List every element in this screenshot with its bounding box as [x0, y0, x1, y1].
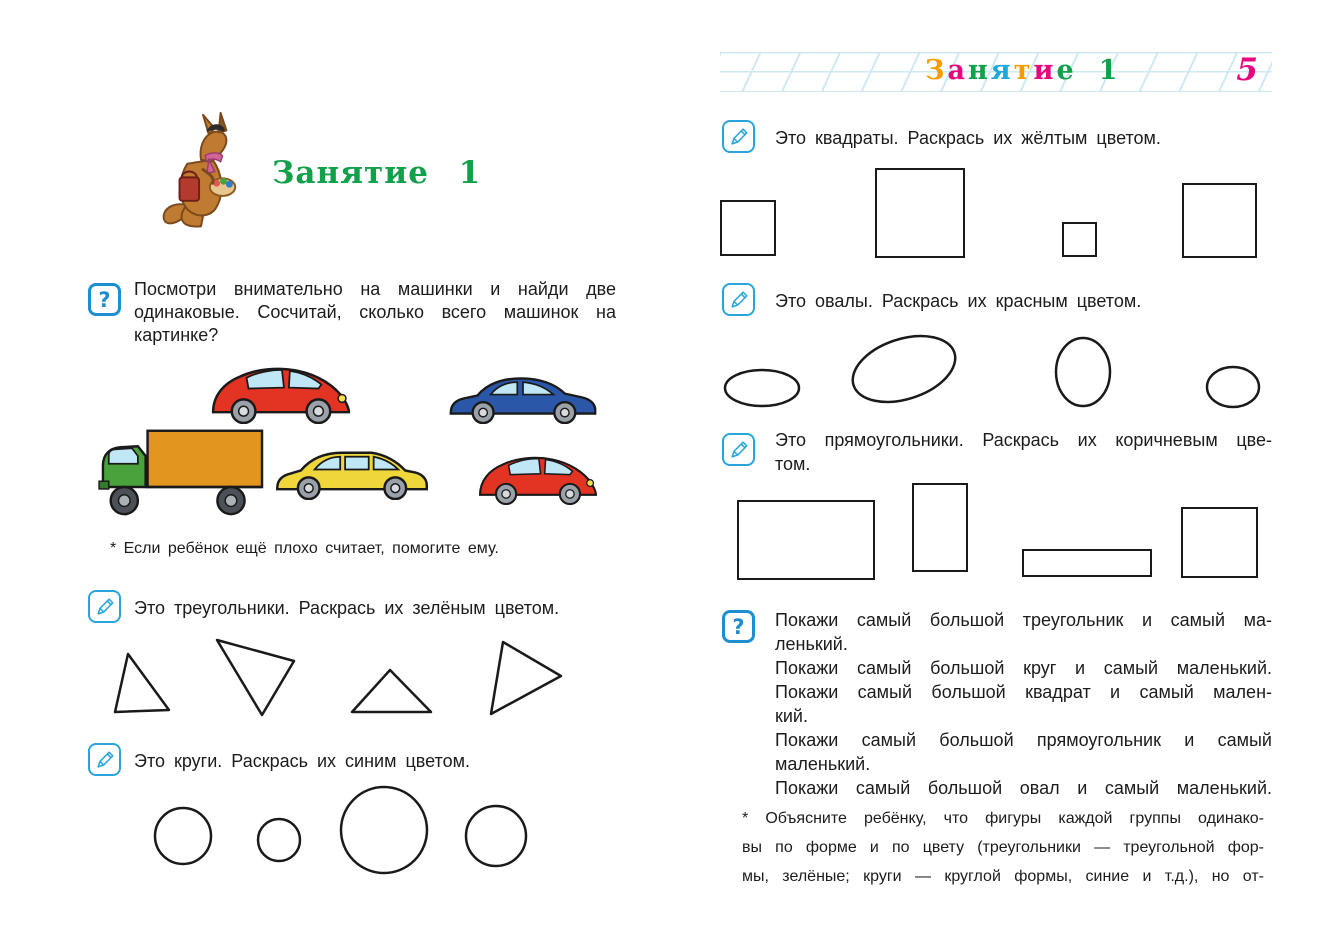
pencil-icon [88, 743, 121, 776]
oval-2 [844, 328, 963, 413]
left-footnote: * Если ребёнок ещё плохо считает, помогите ему. [110, 540, 499, 557]
right-footnote-line: вы по форме и по цвету (треугольники — треугольной фор- [742, 839, 1264, 856]
square-2 [875, 168, 965, 258]
triangles-row [95, 636, 615, 724]
cars-question-line: одинаковые. Сосчитай, сколько всего машинок на [134, 302, 616, 322]
car-red-small [475, 451, 601, 505]
pencil-icon [722, 283, 755, 316]
circles-row [95, 780, 615, 884]
kangaroo-illustration [158, 104, 246, 238]
page-number: 5 [1236, 52, 1258, 88]
question-icon [88, 283, 121, 316]
header-letter: а [947, 55, 968, 86]
pencil-icon [722, 120, 755, 153]
squares-row [720, 165, 1272, 261]
circle-4 [466, 806, 526, 866]
ovals-row [720, 328, 1272, 413]
question-icon [722, 610, 755, 643]
show-task-line: Покажи самый большой квадрат и самый мален- [775, 682, 1272, 702]
car-red-beetle [207, 361, 355, 424]
triangle-1 [115, 654, 169, 712]
rectangle-4 [1181, 507, 1258, 578]
cars-illustration [95, 355, 615, 537]
circle-2 [258, 819, 300, 861]
triangle-2 [217, 640, 294, 715]
rectangles-row [720, 480, 1272, 582]
cars-question-line: Посмотри внимательно на машинки и найди две [134, 279, 616, 299]
triangle-4 [491, 642, 561, 714]
car-yellow-wagon [273, 439, 431, 500]
rectangle-2 [912, 483, 968, 572]
circles-task-text: Это круги. Раскрась их синим цветом. [134, 751, 470, 771]
show-task-line: Покажи самый большой треугольник и самый ма- [775, 610, 1272, 630]
right-footnote [742, 804, 1264, 891]
rectangles-task-line: Это прямоугольники. Раскрась их коричневым цве- [775, 430, 1272, 450]
question-glyph: ? [732, 614, 745, 639]
squares-task-text: Это квадраты. Раскрась их жёлтым цветом. [775, 128, 1161, 148]
right-footnote-line: мы, зелёные; круги — круглой формы, синие и т.д.), но от- [742, 868, 1264, 885]
header-lesson-title [925, 55, 1120, 86]
header-letter: З [925, 55, 948, 86]
header-letter: и [1033, 55, 1057, 86]
rectangle-1 [737, 500, 875, 580]
show-task-line: кий. [775, 706, 808, 726]
lesson-title: Занятие 1 [272, 155, 482, 191]
cars-question-line: картинке? [134, 325, 219, 345]
header-letter: е [1056, 55, 1077, 86]
rectangles-task-text [775, 428, 1272, 476]
oval-4 [1207, 367, 1259, 407]
header-letter: 1 [1098, 55, 1121, 86]
car-blue-sedan [447, 367, 599, 424]
rectangle-3 [1022, 549, 1152, 577]
triangle-3 [352, 670, 431, 712]
show-task-line: Покажи самый большой круг и самый маленький. [775, 658, 1272, 678]
show-task-line: Покажи самый большой овал и самый маленький. [775, 778, 1272, 798]
question-glyph: ? [98, 287, 111, 312]
cars-question-text [134, 278, 616, 347]
circle-3 [341, 787, 427, 873]
show-task-line: ленький. [775, 634, 848, 654]
show-task-text [775, 608, 1272, 800]
circle-1 [155, 808, 211, 864]
rectangles-task-line: том. [775, 454, 811, 474]
truck [97, 423, 267, 520]
triangles-task-text: Это треугольники. Раскрась их зелёным цветом. [134, 598, 560, 618]
show-task-line: Покажи самый большой прямоугольник и самый [775, 730, 1272, 750]
header-band [720, 52, 1272, 92]
show-task-line: маленький. [775, 754, 871, 774]
pencil-icon [88, 590, 121, 623]
square-1 [720, 200, 776, 256]
pencil-icon [722, 433, 755, 466]
header-letter: т [1013, 55, 1034, 86]
oval-1 [725, 370, 799, 406]
header-letter: н [967, 55, 991, 86]
ovals-task-text: Это овалы. Раскрась их красным цветом. [775, 291, 1142, 311]
right-footnote-line: * Объясните ребёнку, что фигуры каждой группы одинако- [742, 810, 1264, 827]
square-3 [1062, 222, 1097, 257]
square-4 [1182, 183, 1257, 258]
header-letter: я [990, 55, 1014, 86]
oval-3 [1056, 338, 1110, 406]
